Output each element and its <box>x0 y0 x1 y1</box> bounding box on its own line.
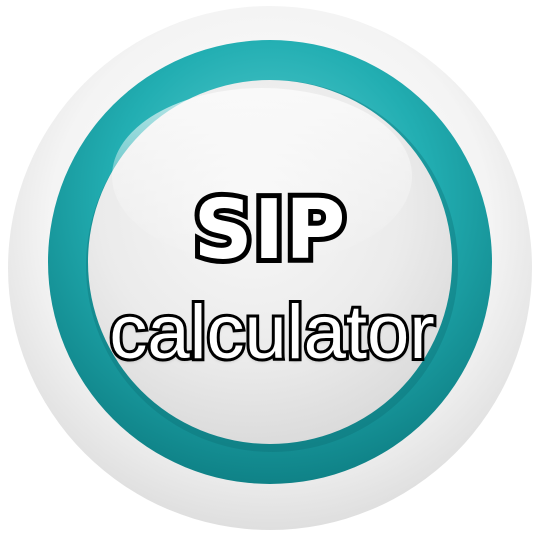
sip-title: SIP <box>193 183 347 278</box>
calculator-subtitle: calculator <box>109 290 435 375</box>
